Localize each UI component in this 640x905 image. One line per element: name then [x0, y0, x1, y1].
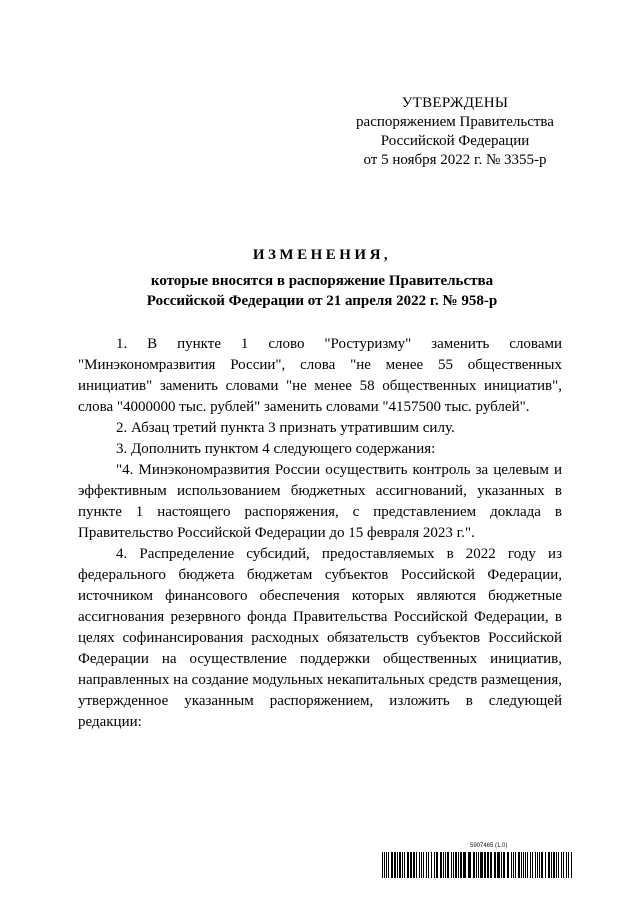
approval-stamp: УТВЕРЖДЕНЫ	[401, 95, 509, 111]
paragraph-3: 3. Дополнить пунктом 4 следующего содержания:	[116, 441, 436, 457]
paragraph-5: 4. Распределение субсидий, предоставляемых в 2022 году из федерального бюджета бюджетам субъектов Российской Федерации, источником финансового обеспечения которых являются бюджетные ассигнования резервного фонда Правительства Российской Федерации, в целях софинансирования расходных обязательств субъектов Российской Федерации на осуществление поддержки общественных инициатив, направленных на создание модульных некапитальных средств размещения, утвержденное указанным распоряжением, изложить в следующей редакции:	[78, 546, 562, 730]
approval-line-3: от 5 ноября 2022 г. № 3355-р	[363, 152, 547, 168]
document-heading	[80, 245, 564, 311]
approval-line-2: Российской Федерации	[380, 133, 530, 149]
heading-subtitle-line-2: Российской Федерации от 21 апреля 2022 г. № 958-р	[146, 293, 498, 309]
paragraph-4: "4. Минэкономразвития России осуществить контроль за целевым и эффективным использованием бюджетных ассигнований, указанных в пункте 1 настоящего распоряжения, с представлением доклада в Правительство Российской Федерации до 15 февраля 2023 г.".	[78, 462, 562, 541]
document-code: 5907465 (1.0)	[470, 843, 508, 849]
paragraph-1: 1. В пункте 1 слово "Ростуризму" заменить словами "Минэкономразвития России", слова "не менее 55 общественных инициатив" заменить словами "не менее 58 общественных инициатив", слова "4000000 тыс. рублей" заменить словами "4157500 тыс. рублей".	[78, 336, 562, 415]
document-body	[78, 334, 562, 733]
approval-block	[330, 94, 580, 170]
heading-title: ИЗМЕНЕНИЯ,	[252, 247, 392, 263]
paragraph-2: 2. Абзац третий пункта 3 признать утратившим силу.	[116, 420, 455, 436]
approval-line-1: распоряжением Правительства	[356, 114, 554, 130]
heading-subtitle-line-1: которые вносятся в распоряжение Правительства	[150, 273, 494, 289]
barcode-icon	[382, 852, 572, 878]
